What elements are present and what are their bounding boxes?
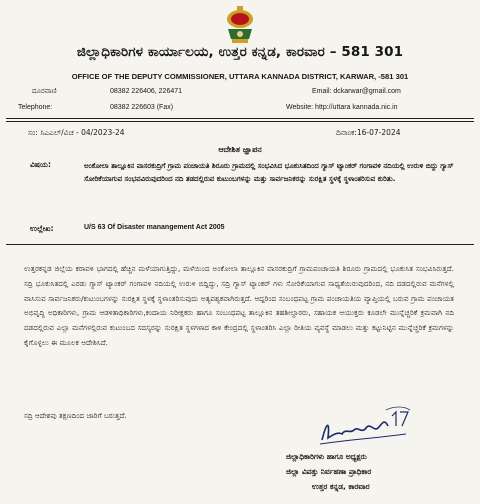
phone-label-kannada: ದೂರವಾಣಿ [32, 88, 57, 95]
subject-text: ಅಂಕೋಲಾ ತಾಲ್ಲೂಕಿನ ವಾಸರಕುದ್ರಿಗೆ ಗ್ರಾಮ ಪಂಚಾಯತಿ ಶಿರೂರು ಗ್ರಾಮದಲ್ಲಿ ಸಂಭವಿಸಿದ ಭೂಕುಸಿತದಿಂದ ಗ್ಯಾಸ್ ಟ್ಯಾಂಕರ್ ಗಂಗಾವಳಿ ನದಿಯಲ್ಲಿ ಉರುಳಿ ಬಿದ್ದು ಗ್ಯಾಸ್ ಸೋರಿಕೆಯಾಗುವ ಸಂಭವವಿರುವುದರಿಂದ ನದಿ ತಡದಲ್ಲಿರುವ ಕುಟುಂಬಗಳನ್ನು ಮತ್ತು ಸಾರ್ವಜನಿಕರನ್ನು ಸುರಕ್ಷಿತ ಸ್ಥಳಕ್ಕೆ ಸ್ಥಳಾಂತರಿಸುವ ಕುರಿತು. [84, 162, 454, 183]
reference-text: U/S 63 Of Disaster manangement Act 2005 [84, 224, 225, 231]
office-title-kannada: ಜಿಲ್ಲಾಧಿಕಾರಿಗಳ ಕಾರ್ಯಾಲಯ, ಉತ್ತರ ಕನ್ನಡ, ಕಾರವಾರ – 581 301 [76, 44, 404, 60]
reference-number: ಸಂ: ಸಿಎಎಲ್/ವಿಚ - 04/2023-24 [28, 128, 125, 137]
header-divider-thin [6, 121, 474, 122]
signatory-line-1: ಜಿಲ್ಲಾಧಿಕಾರಿಗಳು ಹಾಗೂ ಅಧ್ಯಕ್ಷರು [286, 452, 367, 461]
office-title-english: OFFICE OF THE DEPUTY COMMISSIONER, UTTARA KANNADA DISTRICT, KARWAR, -581 301 [71, 72, 409, 81]
state-emblem-icon [220, 6, 260, 46]
subject-label: ವಿಷಯ: [30, 160, 51, 169]
signatory-line-2: ಜಿಲ್ಲಾ ವಿಪತ್ತು ನಿರ್ವಹಣಾ ಪ್ರಾಧಿಕಾರ [286, 467, 372, 476]
reference-label: ಉಲ್ಲೇಖ: [30, 224, 54, 233]
order-body: ಉತ್ತರಕನ್ನಡ ಜಿಲ್ಲೆಯ ಕರಾವಳಿ ಭಾಗದಲ್ಲಿ ಹೆಚ್ಚಿನ ಮಳೆಯಾಗುತ್ತಿದ್ದು, ಮಳೆಯಿಂದ ಅಂಕೋಲಾ ತಾಲ್ಲೂಕಿನ ವಾಸರಕುದ್ರಿಗೆ ಗ್ರಾಮಪಂಚಾಯತಿ ಶಿರೂರು ಗ್ರಾಮದಲ್ಲಿ ಭೂಕುಸಿತ ಸಂಭವಿಸಿರುತ್ತದೆ. ಸದ್ರಿ ಭೂಕುಸಿತದಲ್ಲಿ ಎರಡು ಗ್ಯಾಸ್ ಟ್ಯಾಂಕರ್ ಗಂಗಾವಳಿ ನದಿಯಲ್ಲಿ ಉರುಳಿ ಬಿದ್ದಿದ್ದು, ಸದ್ರಿ ಗ್ಯಾಸ್ ಟ್ಯಾಂಕರ್ ಗಳು ಸೋರಿಕೆಯಾಗುವ ಸಾಧ್ಯತೆಯಿರುವುದರಿಂದ, ನದಿ ದಡದಲ್ಲಿರುವ ಮನೆಗಳಲ್ಲಿ ವಾಸಿಸುವ ಸಾರ್ವಜನಿಕರು/ಕುಟುಂಬಗಳನ್ನು ಸುರಕ್ಷಿತ ಸ್ಥಳಕ್ಕೆ ಸ್ಥಳಾಂತರಿಸುವುದು ಅತ್ಯವಶ್ಯಕವಾಗಿರುತ್ತದೆ. ಆದ್ದರಿಂದ ಸಂಬಂಧಪಟ್ಟ ಗ್ರಾಮ ಪಂಚಾಯತಿಯ ವ್ಯಾಪ್ತಿಯಲ್ಲಿ ಬರುವ ಗ್ರಾಮ ಪಂಚಾಯತ ಅಭಿವೃದ್ಧಿ ಅಧಿಕಾರಿಗಳು, ಗ್ರಾಮ ಆಡಳಿತಾಧಿಕಾರಿಗಳು,ಕಂದಾಯ ನಿರೀಕ್ಷಕರು ಹಾಗೂ ಸಂಬಂಧಪಟ್ಟ ತಾಲ್ಲೂಕಿನ ತಹಶೀಲ್ದಾರರು, ಸಹಾಯಕ ಆಯುಕ್ತರು ಕೂಡಲೇ ಮುನ್ನೆಚ್ಚರಿಕೆ ಕ್ರಮವಾಗಿ ನದಿ ದಡದಲ್ಲಿರುವ ಎಲ್ಲಾ ಮನೆಗಳಲ್ಲಿರುವ ಕುಟುಂಬದ ಸದಸ್ಯರನ್ನು ಸುರಕ್ಷಿತ ಸ್ಥಳಗಳಾದ ಕಾಳಿ ಕೇಂದ್ರದಲ್ಲಿ ಸ್ಥಳಾಂತರಿಸಿ ಎಲ್ಲಾ ರೀತಿಯ ವ್ಯವಸ್ಥೆ ಮಾಡಲು ಮತ್ತು ಕಟ್ಟುನಿಟ್ಟಿನ ಮುನ್ನೆಚ್ಚರಿಕೆ ಕ್ರಮಗಳನ್ನು ಕೈಗೊಳ್ಳಲು ಈ ಮೂಲಕ ಆದೇಶಿಸಿದೆ. [24, 264, 454, 347]
email-text: Email: dckarwar@gmail.com [312, 88, 401, 95]
signatory-line-3: ಉತ್ತರ ಕನ್ನಡ, ಕಾರವಾರ [312, 482, 370, 491]
closing-line: ಸದ್ರಿ ಆದೇಶವು ತಕ್ಷಣದಿಂದ ಜಾರಿಗೆ ಬರುತ್ತದೆ. [24, 411, 127, 420]
document-date: ದಿನಾಂಕ:16-07-2024 [336, 128, 401, 137]
phone-label-english: Telephone: [18, 104, 53, 111]
website-text: Website: http://uttara kannada.nic.in [286, 104, 398, 111]
order-title: ಆದೇಶಿತ ಜ್ಞಾಪನ [218, 145, 262, 154]
handwritten-signature [316, 404, 416, 448]
fax-number: 08382 226603 (Fax) [110, 104, 174, 111]
phone-numbers: 08382 226406, 226471 [110, 88, 183, 95]
body-divider [6, 244, 474, 245]
header-divider [6, 118, 474, 119]
